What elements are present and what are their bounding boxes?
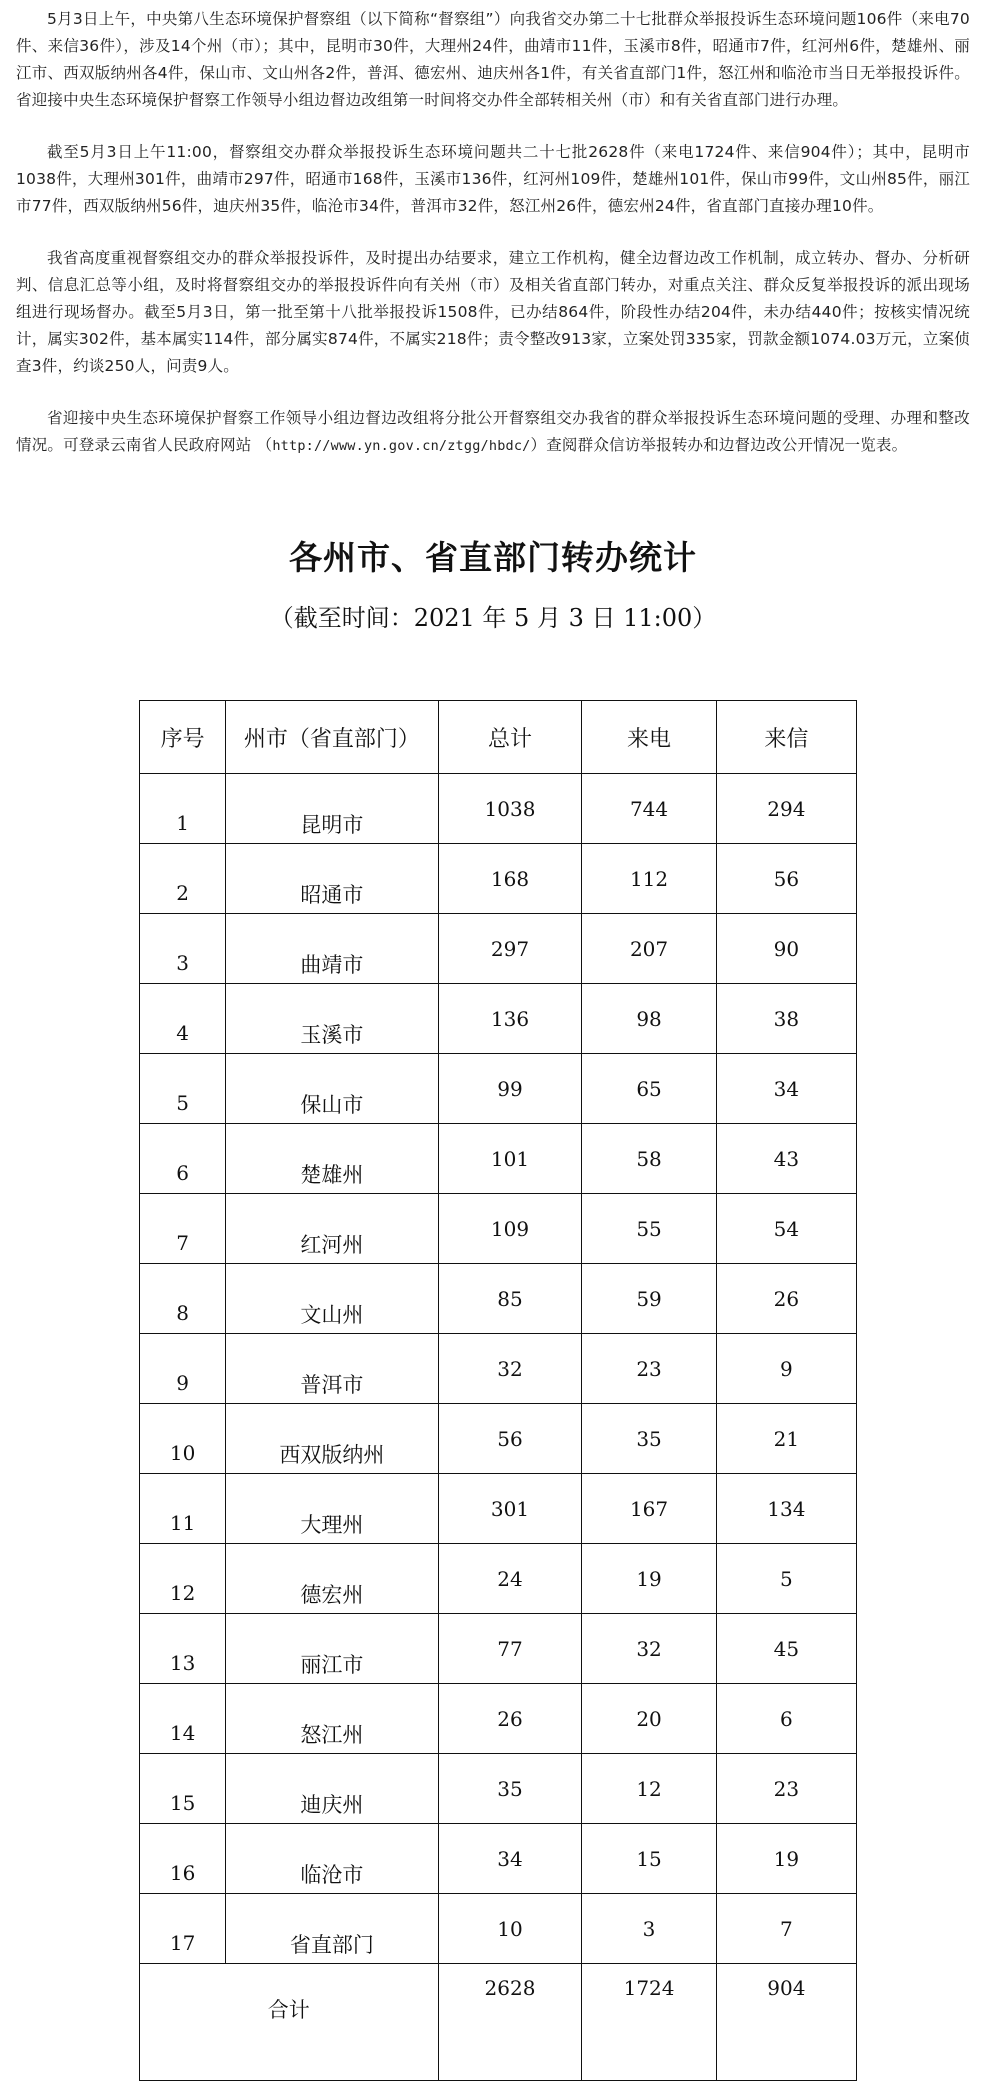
row-letter: 23 bbox=[716, 1754, 856, 1824]
row-phone: 744 bbox=[582, 774, 716, 844]
row-phone: 35 bbox=[582, 1404, 716, 1474]
row-total: 24 bbox=[438, 1544, 582, 1614]
table-row bbox=[140, 774, 857, 844]
row-region: 楚雄州 bbox=[226, 1124, 438, 1194]
row-region: 昆明市 bbox=[226, 774, 438, 844]
row-letter: 38 bbox=[716, 984, 856, 1054]
table-row bbox=[140, 1124, 857, 1194]
row-index: 16 bbox=[140, 1824, 226, 1894]
row-phone: 207 bbox=[582, 914, 716, 984]
row-index: 6 bbox=[140, 1124, 226, 1194]
table-row bbox=[140, 1334, 857, 1404]
table-row bbox=[140, 1054, 857, 1124]
row-letter: 43 bbox=[716, 1124, 856, 1194]
paragraph-2: 截至5月3日上午11:00，督察组交办群众举报投诉生态环境问题共二十七批2628件（来电1724件、来信904件）；其中，昆明市1038件，大理州301件，曲靖市297件，昭通市168件，玉溪市136件，红河州109件，楚雄州101件，保山市99件，文山州85件，丽江市77件，西双版纳州56件，迪庆州35件，临沧市34件，普洱市32件，怒江州26件，德宏州24件，省直部门直接办理10件。 bbox=[16, 143, 970, 215]
paragraph-3: 我省高度重视督察组交办的群众举报投诉件，及时提出办结要求，建立工作机构，健全边督边改工作机制，成立转办、督办、分析研判、信息汇总等小组，及时将督察组交办的举报投诉件向有关州（市）及相关省直部门转办，对重点关注、群众反复举报投诉的派出现场组进行现场督办。截至5月3日，第一批至第十八批举报投诉1508件，已办结864件，阶段性办结204件，未办结440件；按核实情况统计，属实302件，基本属实114件，部分属实874件，不属实218件；责令整改913家，立案处罚335家，罚款金额1074.03万元，立案侦查3件，约谈250人，问责9人。 bbox=[16, 249, 970, 375]
row-letter: 34 bbox=[716, 1054, 856, 1124]
row-letter: 21 bbox=[716, 1404, 856, 1474]
row-index: 9 bbox=[140, 1334, 226, 1404]
table-total-row bbox=[140, 1964, 857, 2081]
row-letter: 6 bbox=[716, 1684, 856, 1754]
table-row bbox=[140, 1404, 857, 1474]
row-index: 13 bbox=[140, 1614, 226, 1684]
table-row bbox=[140, 1754, 857, 1824]
row-index: 4 bbox=[140, 984, 226, 1054]
row-total: 168 bbox=[438, 844, 582, 914]
row-letter: 294 bbox=[716, 774, 856, 844]
row-index: 5 bbox=[140, 1054, 226, 1124]
table-body bbox=[140, 774, 857, 1964]
row-total: 1038 bbox=[438, 774, 582, 844]
row-total: 101 bbox=[438, 1124, 582, 1194]
table-row bbox=[140, 984, 857, 1054]
row-region: 保山市 bbox=[226, 1054, 438, 1124]
row-phone: 19 bbox=[582, 1544, 716, 1614]
row-letter: 45 bbox=[716, 1614, 856, 1684]
row-total: 301 bbox=[438, 1474, 582, 1544]
table-row bbox=[140, 1684, 857, 1754]
table-row bbox=[140, 1824, 857, 1894]
row-region: 普洱市 bbox=[226, 1334, 438, 1404]
row-total: 99 bbox=[438, 1054, 582, 1124]
row-index: 17 bbox=[140, 1894, 226, 1964]
row-region: 临沧市 bbox=[226, 1824, 438, 1894]
row-total: 35 bbox=[438, 1754, 582, 1824]
row-total: 26 bbox=[438, 1684, 582, 1754]
header-index: 序号 bbox=[140, 701, 226, 774]
row-index: 7 bbox=[140, 1194, 226, 1264]
row-region: 大理州 bbox=[226, 1474, 438, 1544]
paragraph-4 bbox=[16, 405, 970, 460]
row-total: 297 bbox=[438, 914, 582, 984]
total-phone: 1724 bbox=[582, 1964, 716, 2081]
row-index: 12 bbox=[140, 1544, 226, 1614]
header-total: 总计 bbox=[438, 701, 582, 774]
table-subtitle: （截至时间：2021 年 5 月 3 日 11:00） bbox=[269, 604, 717, 632]
row-phone: 15 bbox=[582, 1824, 716, 1894]
row-index: 2 bbox=[140, 844, 226, 914]
article-body bbox=[16, 6, 970, 485]
paragraph-1: 5月3日上午，中央第八生态环境保护督察组（以下简称“督察组”）向我省交办第二十七批群众举报投诉生态环境问题106件（来电70件、来信36件），涉及14个州（市）；其中，昆明市30件，大理州24件，曲靖市11件，玉溪市8件，昭通市7件，红河州6件，楚雄州、丽江市、西双版纳州各4件，保山市、文山州各2件，普洱、德宏州、迪庆州各1件，有关省直部门1件，怒江州和临沧市当日无举报投诉件。省迎接中央生态环境保护督察工作领导小组边督边改组第一时间将交办件全部转相关州（市）和有关省直部门进行办理。 bbox=[16, 10, 970, 109]
row-region: 丽江市 bbox=[226, 1614, 438, 1684]
row-index: 1 bbox=[140, 774, 226, 844]
table-row bbox=[140, 914, 857, 984]
statistics-table bbox=[139, 700, 857, 2081]
table-row bbox=[140, 844, 857, 914]
row-phone: 55 bbox=[582, 1194, 716, 1264]
row-letter: 134 bbox=[716, 1474, 856, 1544]
row-region: 怒江州 bbox=[226, 1684, 438, 1754]
table-row bbox=[140, 1264, 857, 1334]
row-total: 56 bbox=[438, 1404, 582, 1474]
row-phone: 98 bbox=[582, 984, 716, 1054]
header-letter: 来信 bbox=[716, 701, 856, 774]
row-index: 14 bbox=[140, 1684, 226, 1754]
row-phone: 167 bbox=[582, 1474, 716, 1544]
row-region: 德宏州 bbox=[226, 1544, 438, 1614]
table-header-row bbox=[140, 701, 857, 774]
row-total: 85 bbox=[438, 1264, 582, 1334]
row-phone: 3 bbox=[582, 1894, 716, 1964]
row-index: 3 bbox=[140, 914, 226, 984]
row-letter: 9 bbox=[716, 1334, 856, 1404]
row-letter: 54 bbox=[716, 1194, 856, 1264]
row-letter: 26 bbox=[716, 1264, 856, 1334]
website-link[interactable]: http://www.yn.gov.cn/ztgg/hbdc/ bbox=[272, 438, 531, 454]
row-index: 15 bbox=[140, 1754, 226, 1824]
row-total: 34 bbox=[438, 1824, 582, 1894]
row-region: 红河州 bbox=[226, 1194, 438, 1264]
row-phone: 23 bbox=[582, 1334, 716, 1404]
row-phone: 58 bbox=[582, 1124, 716, 1194]
row-index: 8 bbox=[140, 1264, 226, 1334]
row-total: 32 bbox=[438, 1334, 582, 1404]
row-phone: 65 bbox=[582, 1054, 716, 1124]
row-total: 109 bbox=[438, 1194, 582, 1264]
row-region: 迪庆州 bbox=[226, 1754, 438, 1824]
paragraph-4-text: 省迎接中央生态环境保护督察工作领导小组边督边改组将分批公开督察组交办我省的群众举报投诉生态环境问题的受理、办理和整改情况。可登录云南省人民政府网站 （ bbox=[16, 409, 970, 454]
table-row bbox=[140, 1894, 857, 1964]
row-region: 玉溪市 bbox=[226, 984, 438, 1054]
table-row bbox=[140, 1614, 857, 1684]
row-region: 文山州 bbox=[226, 1264, 438, 1334]
header-region: 州市（省直部门） bbox=[226, 701, 438, 774]
row-index: 11 bbox=[140, 1474, 226, 1544]
total-letter: 904 bbox=[716, 1964, 856, 2081]
total-label: 合计 bbox=[140, 1964, 439, 2081]
header-phone: 来电 bbox=[582, 701, 716, 774]
table-row bbox=[140, 1194, 857, 1264]
row-total: 136 bbox=[438, 984, 582, 1054]
table-row bbox=[140, 1544, 857, 1614]
row-total: 10 bbox=[438, 1894, 582, 1964]
row-phone: 20 bbox=[582, 1684, 716, 1754]
row-letter: 56 bbox=[716, 844, 856, 914]
row-letter: 19 bbox=[716, 1824, 856, 1894]
row-total: 77 bbox=[438, 1614, 582, 1684]
row-letter: 5 bbox=[716, 1544, 856, 1614]
paragraph-4-tail: ）查阅群众信访举报转办和边督边改公开情况一览表。 bbox=[530, 436, 908, 454]
row-region: 曲靖市 bbox=[226, 914, 438, 984]
row-region: 西双版纳州 bbox=[226, 1404, 438, 1474]
row-phone: 59 bbox=[582, 1264, 716, 1334]
row-index: 10 bbox=[140, 1404, 226, 1474]
total-sum: 2628 bbox=[438, 1964, 582, 2081]
row-region: 省直部门 bbox=[226, 1894, 438, 1964]
row-letter: 7 bbox=[716, 1894, 856, 1964]
row-phone: 12 bbox=[582, 1754, 716, 1824]
table-title: 各州市、省直部门转办统计 bbox=[289, 538, 697, 577]
row-phone: 112 bbox=[582, 844, 716, 914]
row-phone: 32 bbox=[582, 1614, 716, 1684]
row-region: 昭通市 bbox=[226, 844, 438, 914]
table-row bbox=[140, 1474, 857, 1544]
row-letter: 90 bbox=[716, 914, 856, 984]
